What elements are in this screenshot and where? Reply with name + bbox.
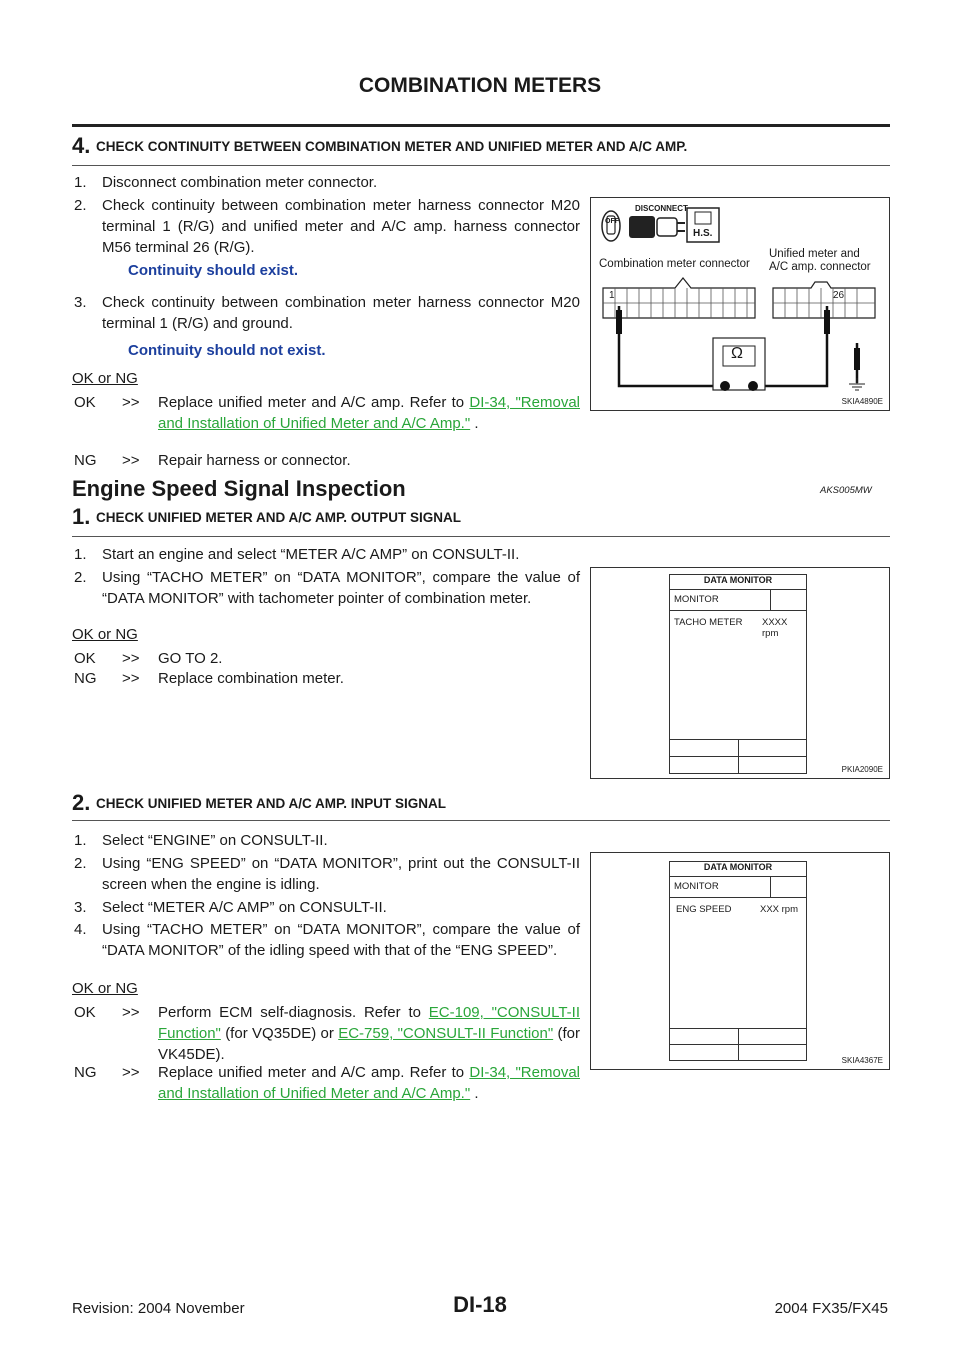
result-ng: NG >> Replace combination meter. (74, 670, 344, 687)
ohm-icon: Ω (731, 345, 743, 362)
figure-code: SKIA4890E (841, 397, 883, 406)
result-ok: OK >> Perform ECM self-diagnosis. Refer to EC-109, "CONSULT-II Function" (for VQ35DE) or EC-759, "CONSULT-II Function" (for VK45DE). (74, 1004, 580, 1063)
step-title: CHECK CONTINUITY BETWEEN COMBINATION METER AND UNIFIED METER AND A/C AMP. (96, 139, 688, 154)
reference-link[interactable]: DI-34, "Removal and Installation of Unified Meter and A/C Amp." (158, 1064, 580, 1102)
eng-speed-value: XXX rpm (760, 904, 799, 915)
page-title: COMBINATION METERS (358, 74, 602, 97)
reference-link[interactable]: EC-759, "CONSULT-II Function" (338, 1025, 554, 1042)
data-monitor-header: DATA MONITOR (670, 862, 806, 877)
disconnect-icon (629, 216, 685, 238)
eng-speed-item: ENG SPEED (676, 904, 732, 915)
footer-model: 2004 FX35/FX45 (774, 1300, 888, 1317)
terminal-1-label: 1 (609, 290, 615, 301)
list-item: 1. Disconnect combination meter connector. (74, 174, 378, 191)
ok-or-ng-label: OK or NG (72, 370, 138, 387)
list-item: 3. Check continuity between combination meter harness connector M20 terminal 1 (R/G) and ground. (74, 294, 580, 332)
monitor-row: MONITOR (670, 590, 806, 611)
result-ok: OK >> Replace unified meter and A/C amp. Refer to DI-34, "Removal and Installation of Unified Meter and A/C Amp." . (74, 394, 580, 432)
data-monitor-figure (590, 567, 890, 779)
ground-icon (849, 378, 865, 390)
list-item: 2. Check continuity between combination meter harness connector M20 terminal 1 (R/G) and unified meter and A/C amp. harness connector M56 terminal 26 (R/G). (74, 197, 580, 256)
monitor-row: MONITOR (670, 877, 806, 898)
data-monitor-screen (669, 574, 807, 774)
figure-code: SKIA4367E (841, 1056, 883, 1065)
footer-revision: Revision: 2004 November (72, 1300, 245, 1317)
data-monitor-screen (669, 861, 807, 1061)
section-title: Engine Speed Signal Inspection (72, 476, 406, 501)
unified-connector-label: Unified meter and A/C amp. connector (769, 248, 871, 273)
ignition-off-icon (602, 211, 620, 241)
harness-side-label: H.S. (693, 228, 713, 239)
ok-or-ng-label: OK or NG (72, 626, 138, 643)
data-monitor-header: DATA MONITOR (670, 575, 806, 590)
list-item: 4. Using “TACHO METER” on “DATA MONITOR”, compare the value of “DATA MONITOR” of the idling speed with that of the “ENG SPEED”. (74, 921, 580, 959)
list-item: 2. Using “ENG SPEED” on “DATA MONITOR”, print out the CONSULT-II screen when the engine is idling. (74, 855, 580, 893)
continuity-note: Continuity should not exist. (128, 342, 326, 359)
result-ng: NG >> Repair harness or connector. (74, 452, 351, 469)
section-code: AKS005MW (820, 485, 872, 496)
step-2-heading: 2. CHECK UNIFIED METER AND A/C AMP. INPUT SIGNAL (72, 784, 890, 821)
step-4-heading (72, 124, 890, 166)
continuity-note: Continuity should exist. (128, 262, 299, 279)
figure-code: PKIA2090E (841, 765, 883, 774)
disconnect-label: DISCONNECT (635, 204, 688, 213)
off-label: OFF (605, 218, 619, 225)
list-item: 1. Select “ENGINE” on CONSULT-II. (74, 832, 328, 849)
result-ng: NG >> Replace unified meter and A/C amp. Refer to DI-34, "Removal and Installation of Unified Meter and A/C Amp." . (74, 1064, 580, 1102)
ok-or-ng-label: OK or NG (72, 980, 138, 997)
reference-link[interactable]: EC-109, "CONSULT-II Function" (158, 1004, 580, 1042)
footer-page-number: DI-18 (453, 1292, 507, 1317)
tacho-meter-value: XXXX rpm (762, 617, 788, 639)
result-ok: OK >> GO TO 2. (74, 650, 223, 667)
terminal-26-label: 26 (833, 290, 845, 301)
connector-diagram (590, 197, 890, 411)
list-item: 1. Start an engine and select “METER A/C AMP” on CONSULT-II. (74, 546, 520, 563)
list-item: 3. Select “METER A/C AMP” on CONSULT-II. (74, 899, 387, 916)
connector-diagram-art (591, 198, 889, 410)
step-1-heading: 1. CHECK UNIFIED METER AND A/C AMP. OUTPUT SIGNAL (72, 498, 890, 537)
combination-meter-connector (603, 278, 755, 318)
reference-link[interactable]: DI-34, "Removal and Installation of Unified Meter and A/C Amp." (158, 394, 580, 432)
list-item: 2. Using “TACHO METER” on “DATA MONITOR”, compare the value of “DATA MONITOR” with tachometer pointer of combination meter. (74, 569, 580, 607)
step-number: 4. (72, 133, 91, 158)
tacho-meter-item: TACHO METER (674, 617, 743, 628)
data-monitor-figure (590, 852, 890, 1070)
combination-connector-label: Combination meter connector (599, 258, 750, 270)
